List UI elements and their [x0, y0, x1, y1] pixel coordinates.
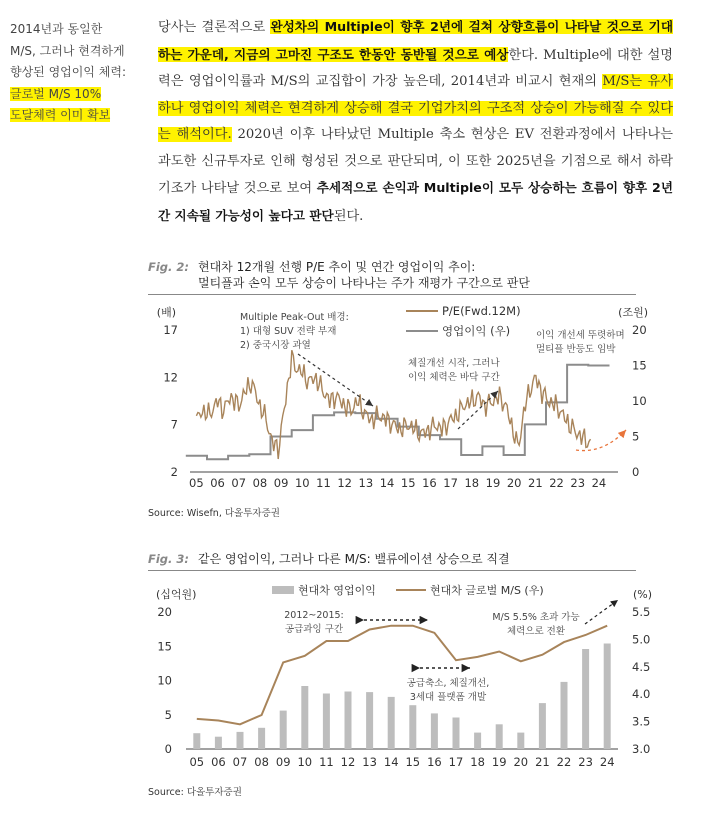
- annotation-text: 멀티플 반등도 임박: [536, 344, 616, 355]
- x-tick-label: 11: [316, 476, 331, 490]
- right-tick-label: 20: [632, 323, 647, 337]
- x-tick-label: 05: [189, 755, 205, 769]
- x-tick-label: 11: [319, 755, 334, 769]
- x-tick-label: 09: [275, 755, 291, 769]
- fig3-title-line: 같은 영업이익, 그러나 다른 M/S: 밸류에이션 상승으로 직결: [198, 552, 510, 566]
- x-tick-label: 22: [549, 476, 564, 490]
- text-run: 한다. Multiple에 대한 설명력은 영업이익률과 M/S의 교집합이 가장 높은데, 2014년과 비교시 현재의: [158, 47, 674, 89]
- left-tick-label: 7: [170, 417, 178, 432]
- annotation-text: 공급축소, 체질개선,: [406, 678, 490, 689]
- left-tick-label: 15: [157, 639, 172, 654]
- fig3-label: Fig. 3:: [148, 552, 190, 566]
- left-tick-label: 17: [163, 323, 178, 337]
- legend-pe-label: P/E(Fwd.12M): [442, 304, 521, 318]
- x-tick-label: 20: [506, 476, 522, 490]
- operating-profit-bar: [193, 733, 200, 749]
- operating-profit-bar: [409, 705, 416, 749]
- x-tick-label: 23: [570, 476, 586, 490]
- operating-profit-bar: [474, 733, 481, 749]
- annotation-text: 3세대 플랫폼 개발: [409, 692, 487, 703]
- right-axis-unit: (조원): [618, 306, 648, 319]
- bold-text: 추세적으로 손익과 Multiple이 모두 상승하는 흐름이 향후 2년간 지속될 가능성이 높다고 판단: [158, 180, 673, 223]
- legend-bar-label: 현대차 영업이익: [298, 584, 376, 597]
- right-axis-unit: (%): [632, 588, 652, 601]
- operating-profit-bar: [388, 697, 395, 749]
- operating-profit-bar: [604, 644, 611, 750]
- x-tick-label: 14: [383, 755, 399, 769]
- x-tick-label: 16: [427, 755, 442, 769]
- annotation-text: 1) 대형 SUV 전략 부재: [240, 326, 337, 337]
- sidebar-highlight: 도달체력 이미 확보: [10, 108, 111, 122]
- x-tick-label: 18: [470, 755, 485, 769]
- x-tick-label: 22: [556, 755, 572, 769]
- x-tick-label: 18: [464, 476, 480, 490]
- operating-profit-bar: [237, 732, 244, 749]
- operating-profit-bar: [345, 692, 352, 750]
- x-tick-label: 19: [485, 476, 501, 490]
- annotation-text: 이익 개선세 뚜렷하며: [536, 330, 625, 341]
- x-tick-label: 23: [578, 755, 593, 769]
- text-run: 당사는 결론적으로: [158, 20, 271, 35]
- highlight-bold: 완성차의 Multiple이 향후 2년에 걸쳐 상향흐름이 나타날 것으로 기대하는 가운데, 지금의 고마진 구조도 한동안 동반될 것으로 예상: [158, 19, 673, 62]
- operating-profit-bar: [517, 733, 524, 749]
- operating-profit-bar: [431, 713, 438, 749]
- legend-line-label: 현대차 글로벌 M/S (우): [430, 584, 544, 597]
- right-tick-label: 3.0: [632, 742, 651, 756]
- left-axis-unit: (십억원): [156, 588, 197, 601]
- fig2-title: [148, 259, 668, 293]
- right-tick-label: 4.0: [632, 687, 651, 702]
- x-tick-label: 10: [297, 755, 313, 769]
- x-tick-label: 10: [294, 476, 310, 490]
- x-tick-label: 07: [232, 755, 248, 769]
- right-tick-label: 0: [632, 465, 640, 479]
- x-tick-label: 09: [273, 476, 289, 490]
- left-axis-unit: (배): [156, 306, 176, 319]
- fig3-source: Source: 다올투자증권: [148, 787, 242, 798]
- x-tick-label: 12: [340, 755, 356, 769]
- highlight-text: M/S는 유사하나 영업이익 체력은 현격하게 상승해 결국 기업가치의 구조적 상승이 가능해질 수 있다는 해석이다.: [158, 74, 673, 142]
- right-tick-label: 5.0: [632, 632, 651, 647]
- x-tick-label: 15: [405, 755, 421, 769]
- operating-profit-bar: [258, 728, 265, 749]
- x-tick-label: 05: [189, 476, 204, 490]
- pe-line: [196, 350, 590, 459]
- x-tick-label: 08: [252, 476, 268, 490]
- x-tick-label: 14: [379, 476, 395, 490]
- annotation-text: M/S 5.5% 초과 가능: [492, 612, 580, 623]
- x-tick-label: 15: [400, 476, 416, 490]
- operating-profit-bar: [539, 703, 546, 749]
- fig3-title: [148, 551, 668, 569]
- operating-profit-line: [186, 365, 610, 459]
- left-tick-label: 5: [164, 707, 172, 722]
- x-tick-label: 19: [491, 755, 507, 769]
- x-tick-label: 21: [535, 755, 550, 769]
- body-paragraph: [158, 14, 673, 230]
- x-tick-label: 24: [591, 476, 607, 490]
- x-tick-label: 17: [448, 755, 464, 769]
- left-tick-label: 10: [157, 673, 172, 688]
- text-run: 2020년 이후 나타났던 Multiple 축소 현상은 EV 전환과정에서 나타나는 과도한 신규투자로 인해 형성된 것으로 판단되며, 이 또한 2025년을 기점으로 해서 하락기조가 나타날 것으로 보여: [158, 127, 673, 196]
- fig2-title-line: 멀티플과 손익 모두 상승이 나타나는 주가 재평가 구간으로 판단: [198, 276, 530, 290]
- annotation-text: 이익 체력은 바닥 구간: [408, 372, 500, 383]
- operating-profit-bar: [301, 686, 308, 749]
- operating-profit-bar: [561, 682, 568, 749]
- annotation-text: 2012~2015:: [284, 610, 344, 621]
- fig2-label: Fig. 2:: [148, 260, 190, 274]
- sidebar-summary: [10, 19, 150, 127]
- annotation-text: Multiple Peak-Out 배경:: [240, 312, 349, 323]
- x-tick-label: 24: [599, 755, 615, 769]
- fig2-source: Source: Wisefn, 다올투자증권: [148, 508, 280, 519]
- sidebar-line: 2014년과 동일한: [10, 22, 103, 36]
- x-tick-label: 07: [231, 476, 247, 490]
- annotation-text: 2) 중국시장 과열: [240, 340, 311, 351]
- annotation-arrow: [585, 600, 618, 624]
- fig3-chart: [148, 572, 652, 777]
- fig2-chart: [148, 296, 648, 496]
- legend-op-label: 영업이익 (우): [442, 324, 511, 338]
- right-tick-label: 10: [632, 394, 647, 408]
- operating-profit-bar: [582, 649, 589, 749]
- left-tick-label: 12: [163, 370, 178, 385]
- x-tick-label: 13: [358, 476, 374, 490]
- sidebar-line: M/S, 그러나 현격하게: [10, 43, 125, 58]
- sidebar-line: 향상된 영업이익 체력:: [10, 65, 127, 79]
- fig2-divider: [148, 294, 636, 295]
- annotation-text: 체질개선 시작, 그러나: [408, 358, 500, 369]
- right-tick-label: 5: [632, 429, 640, 444]
- operating-profit-bar: [453, 718, 460, 750]
- x-tick-label: 20: [513, 755, 529, 769]
- right-tick-label: 5.5: [632, 605, 651, 619]
- right-tick-label: 3.5: [632, 714, 651, 729]
- operating-profit-bar: [496, 724, 503, 749]
- x-tick-label: 12: [337, 476, 352, 490]
- annotation-text: 체력으로 전환: [506, 626, 566, 637]
- operating-profit-bar: [280, 711, 287, 749]
- right-tick-label: 15: [632, 358, 647, 373]
- text-run: 된다.: [333, 208, 364, 224]
- fig2-title-line: 현대차 12개월 선행 P/E 추이 및 연간 영업이익 추이:: [198, 260, 476, 274]
- operating-profit-bar: [366, 692, 373, 749]
- legend-bar-swatch: [272, 586, 294, 594]
- left-tick-label: 0: [164, 742, 172, 756]
- annotation-text: 공급과잉 구간: [284, 624, 344, 635]
- x-tick-label: 16: [422, 476, 437, 490]
- x-tick-label: 06: [210, 476, 225, 490]
- x-tick-label: 13: [362, 755, 377, 769]
- x-tick-label: 21: [528, 476, 543, 490]
- operating-profit-bar: [215, 737, 222, 749]
- sidebar-highlight: 글로벌 M/S 10%: [10, 86, 102, 101]
- left-tick-label: 20: [157, 605, 172, 619]
- operating-profit-bar: [323, 694, 330, 750]
- left-tick-label: 2: [170, 465, 178, 479]
- x-tick-label: 17: [443, 476, 458, 490]
- fig3-divider: [148, 570, 636, 571]
- x-tick-label: 08: [254, 755, 269, 769]
- x-tick-label: 06: [211, 755, 226, 769]
- right-tick-label: 4.5: [632, 659, 651, 674]
